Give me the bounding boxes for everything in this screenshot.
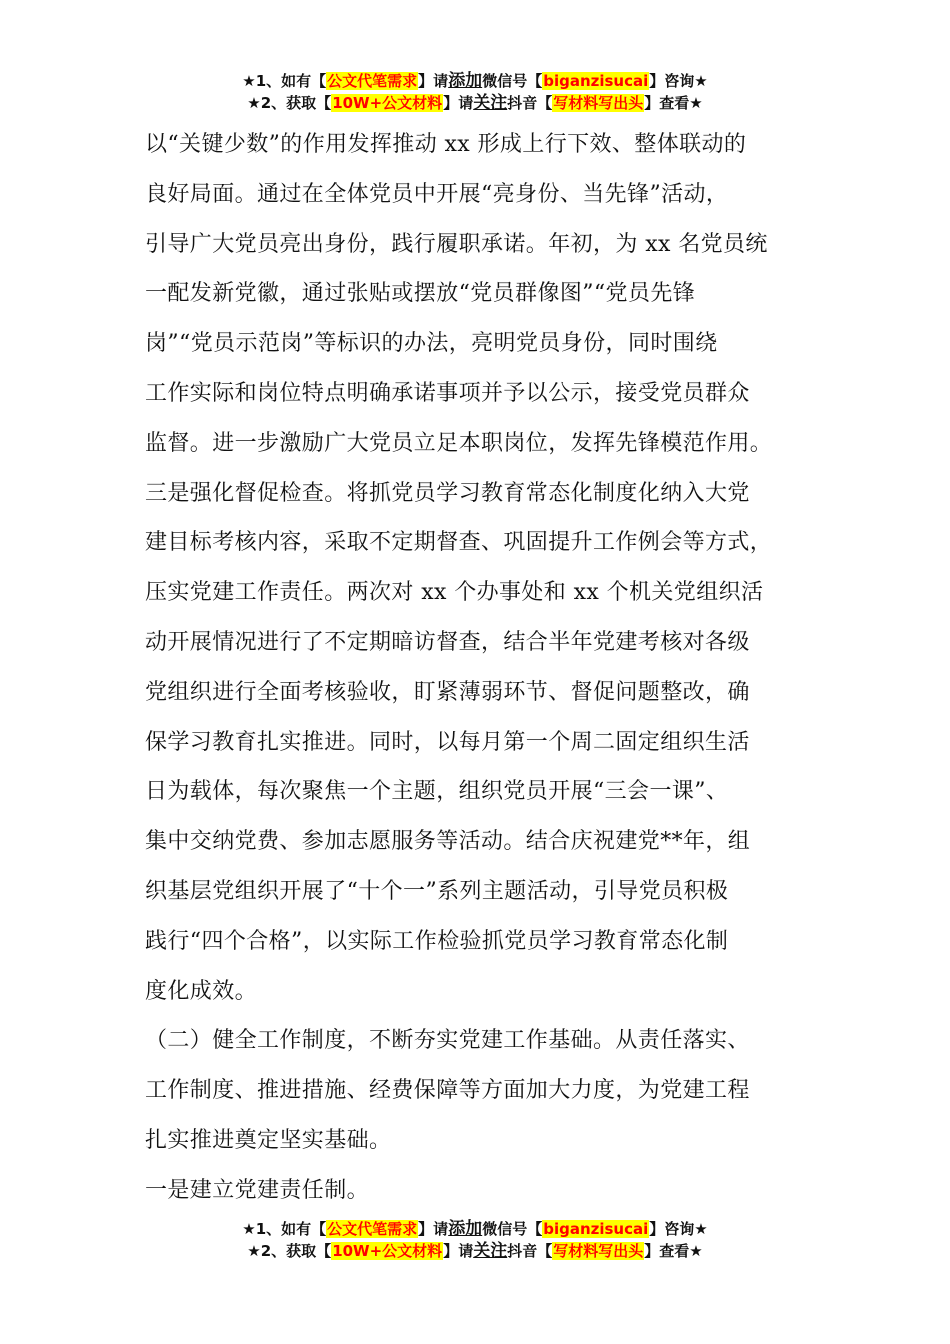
promo-highlight: 公文代笔需求 [327,72,418,90]
body-line: 良好局面。通过在全体党员中开展“亮身份、当先锋”活动， [145,181,729,207]
section-heading: （二）健全工作制度，不断夯实党建工作基础。从责任落实、 [145,1028,750,1054]
body-line: 一配发新党徽，通过张贴或摆放“党员群像图”“党员先锋 [145,281,696,307]
promo-highlight: 公文代笔需求 [327,1220,418,1238]
body-line: 工作实际和岗位特点明确承诺事项并予以公示，接受党员群众 [145,380,750,406]
douyin-id-highlight: 写材料写出头 [553,94,644,112]
body-line: 日为载体，每次聚焦一个主题，组织党员开展“三会一课”、 [145,779,729,805]
body-line: 织基层党组织开展了“十个一”系列主题活动，引导党员积极 [145,878,729,904]
douyin-id-highlight: 写材料写出头 [553,1242,644,1260]
promo-text: 】咨询★ [649,1220,708,1238]
promo-text: ★2、获取【 [247,94,332,112]
body-line: 工作制度、推进措施、经费保障等方面加大力度，为党建工程 [145,1078,750,1104]
document-body [145,120,810,1216]
promo-text: 】请 [418,1220,449,1238]
body-line: 岗”“党员示范岗”等标识的办法，亮明党员身份，同时围绕 [145,331,718,357]
promo-text: 抖音【 [507,94,553,112]
body-line: 引导广大党员亮出身份，践行履职承诺。年初，为 xx 名党员统 [145,231,768,257]
body-line: 压实党建工作责任。两次对 xx 个办事处和 xx 个机关党组织活 [145,580,764,606]
wechat-id-highlight: biganzisucai [543,72,649,90]
body-line: 保学习教育扎实推进。同时，以每月第一个周二固定组织生活 [145,729,750,755]
promo-text: ★1、如有【 [242,72,327,90]
promo-line-2 [0,92,950,114]
body-line: 度化成效。 [145,978,258,1004]
body-line: 扎实推进奠定坚实基础。 [145,1127,392,1153]
body-line: 以“关键少数”的作用发挥推动 xx 形成上行下效、整体联动的 [145,132,747,157]
promo-underlined: 关注 [473,1241,508,1261]
promo-underlined: 关注 [473,93,508,113]
promo-text: 】请 [418,72,449,90]
body-line: 三是强化督促检查。将抓党员学习教育常态化制度化纳入大党 [145,480,750,506]
body-line: 党组织进行全面考核验收，盯紧薄弱环节、督促问题整改，确 [145,679,750,705]
bottom-promo-banner [0,1218,950,1262]
top-promo-banner [0,70,950,114]
promo-text: ★2、获取【 [247,1242,332,1260]
promo-text: ★1、如有【 [242,1220,327,1238]
promo-highlight: 10W+公文材料 [332,1242,443,1260]
promo-line-2 [0,1240,950,1262]
body-line: 监督。进一步激励广大党员立足本职岗位，发挥先锋模范作用。 [145,430,773,456]
wechat-id-highlight: biganzisucai [543,1220,649,1238]
promo-text: 微信号【 [482,72,543,90]
subsection-heading: 一是建立党建责任制。 [145,1177,370,1203]
body-line: 建目标考核内容，采取不定期督查、巩固提升工作例会等方式， [145,530,773,556]
promo-line-1 [0,70,950,92]
promo-text: 抖音【 [507,1242,553,1260]
promo-highlight: 10W+公文材料 [332,94,443,112]
promo-text: 】咨询★ [649,72,708,90]
promo-text: 微信号【 [482,1220,543,1238]
promo-underlined: 添加 [448,71,483,91]
promo-text: 】请 [443,94,474,112]
body-line: 践行“四个合格”，以实际工作检验抓党员学习教育常态化制 [145,928,729,954]
promo-text: 】请 [443,1242,474,1260]
promo-text: 】查看★ [644,94,703,112]
promo-underlined: 添加 [448,1219,483,1239]
promo-line-1 [0,1218,950,1240]
body-line: 集中交纳党费、参加志愿服务等活动。结合庆祝建党**年，组 [145,829,751,855]
promo-text: 】查看★ [644,1242,703,1260]
body-line: 动开展情况进行了不定期暗访督查，结合半年党建考核对各级 [145,629,750,655]
